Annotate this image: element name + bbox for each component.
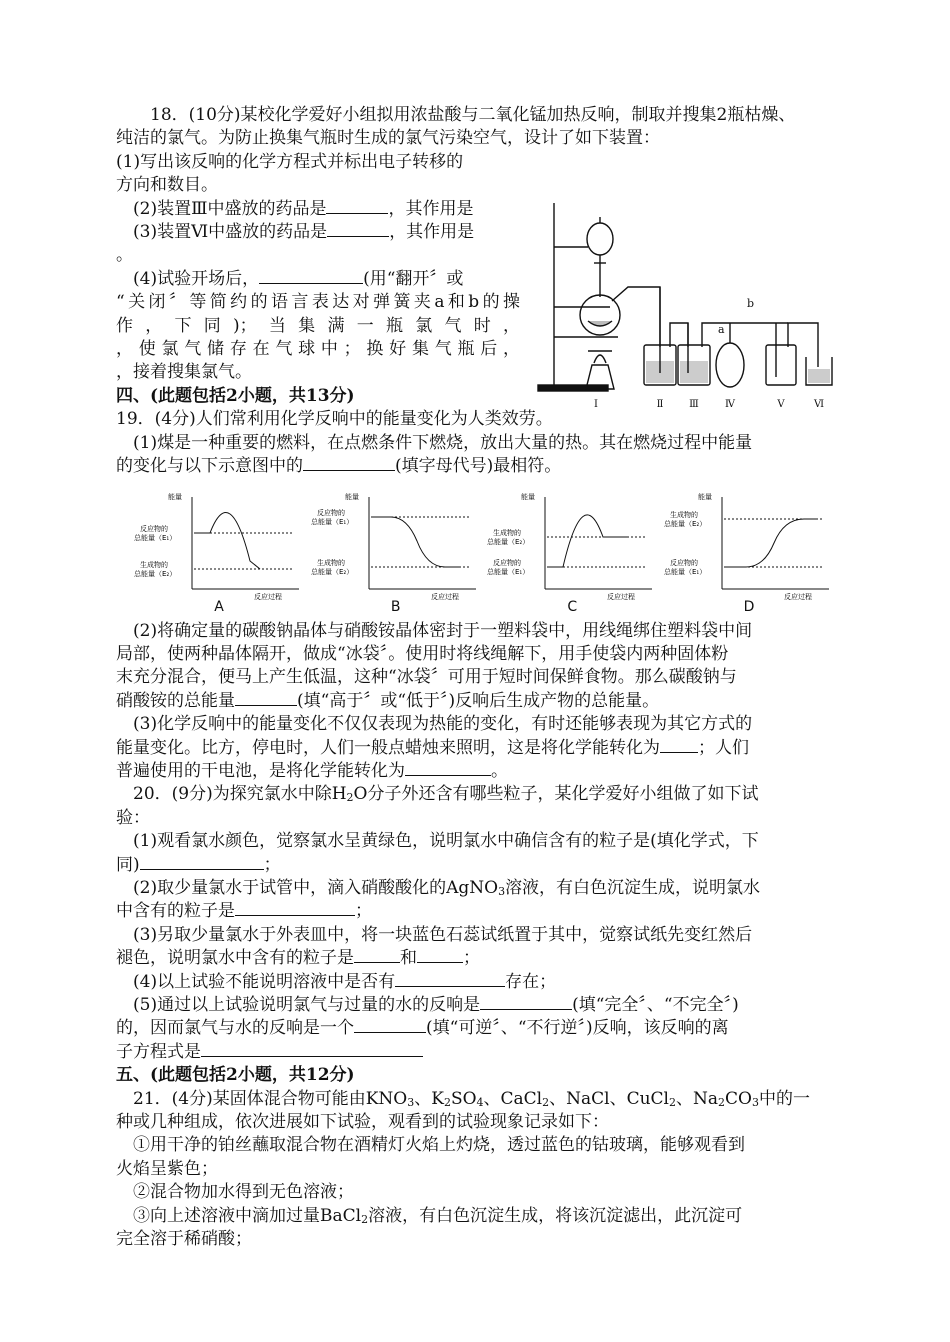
energy-graph-d: [664, 491, 834, 616]
q20-part2-line2: 中含有的粒子是 ；: [116, 901, 372, 922]
graph-c-upper-1: 生成物的: [493, 528, 522, 537]
graph-c-lower-2: 总能量（E₁）: [487, 567, 530, 576]
q18-part4-line5: ，接着搜集氯气。: [116, 362, 252, 383]
graph-c-xlabel: 反应过程: [607, 592, 636, 601]
energy-graph-b: [311, 491, 481, 616]
graph-d-ylabel: 能量: [697, 492, 712, 501]
graph-d-upper-1: 生成物的: [669, 510, 698, 519]
graph-a-xlabel: 反应过程: [254, 592, 282, 601]
graph-d-lower-2: 总能量（E₁）: [663, 567, 707, 576]
graph-b-xlabel: 反应过程: [430, 592, 459, 601]
graph-c-ylabel: 能量: [521, 492, 536, 501]
q18-stem-line2: 纯洁的氯气。为防止换集气瓶时生成的氯气污染空气，设计了如下装置：: [116, 128, 660, 149]
q21-item3-line1: ③向上述溶液中滴加过量BaCl$_2$溶液，有白色沉淀生成，将该沉淀滤出，此沉淀可: [133, 1205, 743, 1226]
gas-apparatus-diagram: [528, 197, 848, 412]
energy-graphs: [134, 491, 834, 616]
apparatus-label-4: Ⅳ: [725, 398, 735, 410]
graph-a-letter: A: [214, 598, 224, 615]
q20-part2-line1: (2)取少量氯水于试管中，滴入硝酸酸化的AgNO$_3$溶液，有白色沉淀生成，说明氯水: [133, 877, 761, 898]
graph-d-upper-2: 总能量（E₂）: [663, 519, 707, 528]
graph-c-upper-2: 总能量（E₂）: [487, 537, 530, 546]
graph-b-letter: B: [390, 598, 401, 615]
q18-part4-line1: (4)试验开场后， (用“翻开〞或: [133, 268, 464, 289]
q18-part3-end: 。: [116, 245, 133, 266]
q20-part5-line3: 子方程式是: [116, 1041, 840, 1064]
graph-b-upper-1: 反应物的: [316, 508, 345, 517]
q20-part3-line1: (3)另取少量氯水于外表皿中，将一块蓝色石蕊试纸置于其中，觉察试纸先变红然后: [133, 924, 753, 945]
q21-stem-line2: 种或几种组成，依次进展如下试验，观看到的试验现象记录如下：: [116, 1112, 609, 1133]
q19-part2-line3: 末充分混合，便马上产生低温，这种“冰袋〞可用于短时间保鲜食物。那么碳酸钠与: [116, 667, 737, 688]
graph-d-letter: D: [743, 598, 755, 615]
graph-a-lower-2: 总能量（E₂）: [134, 569, 177, 578]
q18-part4-line4: ，使氯气储存在气球中；换好集气瓶后，: [116, 339, 520, 360]
q21-item2: ②混合物加水得到无色溶液；: [133, 1182, 354, 1203]
q21-stem-line1: 21．(4分)某固体混合物可能由$KNO_3$、$K_2SO_4$、CaCl$_2$、NaCl、CuCl$_2$、$Na_2CO_3$中的一: [133, 1088, 810, 1109]
q18-part3: (3)装置Ⅵ中盛放的药品是 ，其作用是: [133, 222, 475, 243]
q18-part4-line3: 作，下同)；当集满一瓶氯气时，: [116, 315, 520, 336]
q21-item1-line2: 火焰呈紫色；: [116, 1158, 218, 1179]
q19-part2-line4: 硝酸铵的总能量 (填“高于〞或“低于〞)反响后生成产物的总能量。: [116, 690, 660, 711]
q20-part5-line1: (5)通过以上试验说明氯气与过量的水的反响是 (填“完全〞、“不完全〞): [133, 995, 739, 1015]
q18-part1-line2: 方向和数目。: [116, 175, 218, 196]
graph-b-lower-1: 生成物的: [316, 558, 345, 567]
apparatus-label-2: Ⅱ: [656, 398, 664, 410]
q19-part3-line3: 普遍使用的干电池，是将化学能转化为 。: [116, 760, 508, 781]
exam-page: [116, 104, 840, 1251]
graph-b-ylabel: 能量: [344, 492, 359, 501]
q20-stem-line1: 20．(9分)为探究氯水中除$H_2O$分子外还含有哪些粒子，某化学爱好小组做了如下试: [133, 784, 759, 805]
apparatus-label-3: Ⅲ: [689, 398, 699, 410]
q19-part3-line1: (3)化学反响中的能量变化不仅仅表现为热能的变化，有时还能够表现为其它方式的: [133, 714, 753, 735]
q19-part1-line1: (1)煤是一种重要的燃料，在点燃条件下燃烧，放出大量的热。其在燃烧过程中能量: [133, 432, 753, 453]
graph-c-lower-1: 反应物的: [493, 558, 522, 567]
graph-d-lower-1: 反应物的: [669, 558, 698, 567]
graph-d-xlabel: 反应过程: [783, 592, 812, 601]
graph-a-upper-2: 总能量（E₁）: [134, 533, 177, 542]
q18-part2: (2)装置Ⅲ中盛放的药品是 ，其作用是: [133, 198, 474, 219]
q19-part3-line2: 能量变化。比方，停电时，人们一般点蜡烛来照明，这是将化学能转化为 ；人们: [116, 737, 749, 758]
graph-a-lower-1: 生成物的: [140, 560, 168, 569]
q21-item1-line1: ①用干净的铂丝蘸取混合物在酒精灯火焰上灼烧，透过蓝色的钴玻璃，能够观看到: [133, 1135, 745, 1156]
q18-stem-line1: 18．(10分)某校化学爱好小组拟用浓盐酸与二氧化锰加热反响，制取并搜集2瓶枯燥、: [150, 105, 796, 125]
q20-part5-line2: 的，因而氯气与水的反响是一个 (填“可逆〞、“不行逆〞)反响，该反响的离: [116, 1018, 729, 1039]
graph-c-letter: C: [567, 598, 578, 615]
graph-a-ylabel: 能量: [168, 492, 182, 501]
graph-b-upper-2: 总能量（E₁）: [310, 517, 353, 526]
q19-part1-line2: 的变化与以下示意图中的 (填字母代号)最相符。: [116, 456, 562, 477]
graph-b-lower-2: 总能量（E₂）: [310, 567, 353, 576]
q18-part4-line2: “关闭〞等简约的语言表达对弹簧夹a和b的操: [116, 292, 520, 313]
q19-part2-line1: (2)将确定量的碳酸钠晶体与硝酸铵晶体密封于一塑料袋中，用线绳绑住塑料袋中间: [133, 620, 753, 641]
section-4-heading: 四、(此题包括2小题，共13分): [116, 385, 355, 406]
clip-a-label: a: [718, 322, 725, 336]
q20-part4: (4)以上试验不能说明溶液中是否有 存在；: [133, 971, 557, 992]
q20-stem-line2: 验：: [116, 807, 150, 828]
q21-item3-line2: 完全溶于稀硝酸；: [116, 1229, 252, 1250]
q20-part1-line1: (1)观看氯水颜色，觉察氯水呈黄绿色，说明氯水中确信含有的粒子是(填化学式，下: [133, 831, 759, 852]
apparatus-label-5: Ⅴ: [777, 398, 785, 410]
energy-graph-a: [134, 491, 304, 616]
clip-b-label: b: [747, 296, 755, 310]
q18-part1-line1: (1)写出该反响的化学方程式并标出电子转移的: [116, 151, 464, 172]
energy-graph-c: [487, 491, 657, 616]
section-5-heading: 五、(此题包括2小题，共12分): [116, 1065, 355, 1086]
q20-part3-line2: 褪色，说明氯水中含有的粒子是 和 ；: [116, 948, 480, 969]
apparatus-label-6: Ⅵ: [813, 398, 825, 410]
apparatus-label-1: Ⅰ: [594, 398, 598, 410]
q19-part2-line2: 局部，使两种晶体隔开，做成“冰袋〞。使用时将线绳解下，用手使袋内两种固体粉: [116, 643, 729, 664]
q19-stem: 19．(4分)人们常利用化学反响中的能量变化为人类效劳。: [116, 409, 553, 430]
graph-a-upper-1: 反应物的: [140, 524, 168, 533]
q20-part1-line2: 同) ；: [116, 854, 281, 875]
